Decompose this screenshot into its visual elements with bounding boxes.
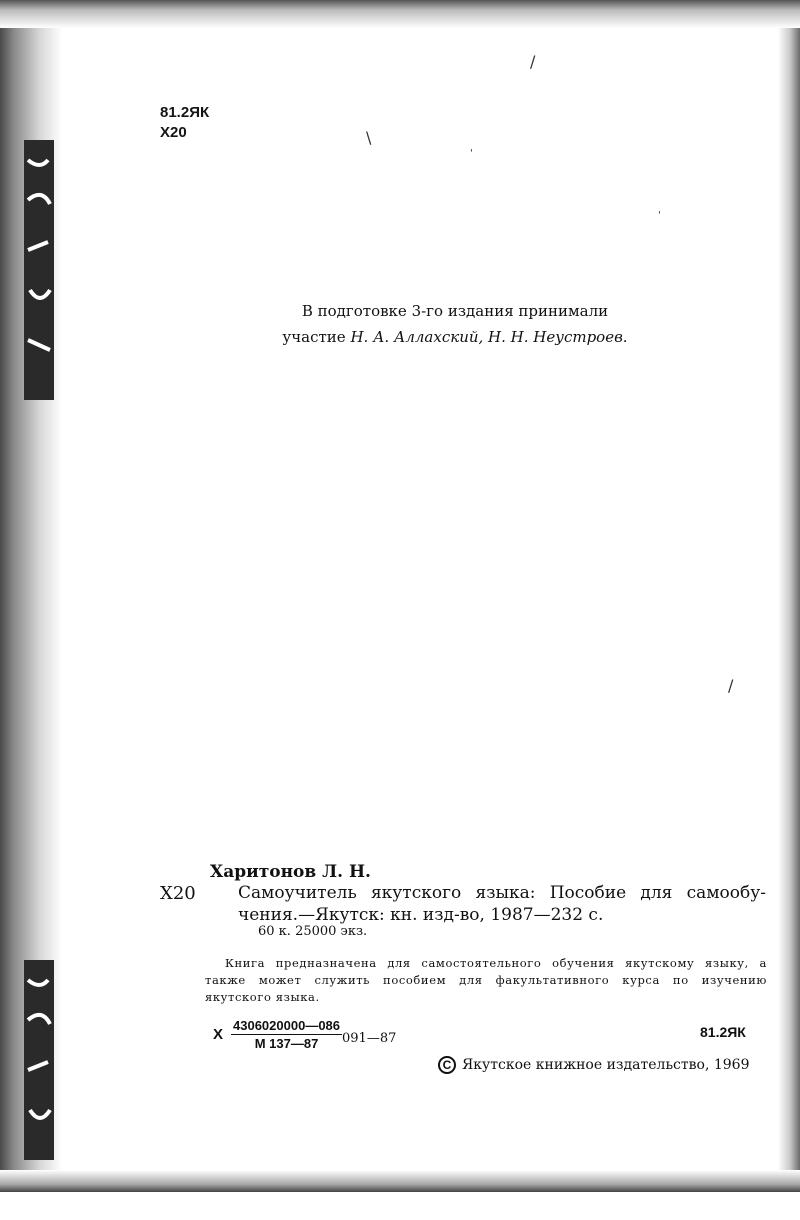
imprint-x: Х xyxy=(213,1026,224,1043)
scan-speck: / xyxy=(530,52,536,71)
imprint-class-code: 81.2ЯК xyxy=(700,1024,746,1040)
scan-speck: / xyxy=(728,676,734,695)
contributors-names: Н. А. Аллахский, Н. Н. Неустроев. xyxy=(350,328,628,346)
catalog-annotation: Книга предназначена для самостоятельного обучения якутскому языку, а также может служить пособием для факультативного курса по изучению якутского языка. xyxy=(205,956,767,1004)
catalog-price-run: 60 к. 25000 экз. xyxy=(258,924,368,939)
contributors-line2 xyxy=(250,324,660,350)
scan-speck: ' xyxy=(470,148,473,159)
catalog-author: Харитонов Л. Н. xyxy=(210,862,371,882)
copyright-line xyxy=(438,1056,750,1074)
scan-speck: \ xyxy=(366,128,372,147)
imprint-index xyxy=(213,1018,396,1051)
classification-block xyxy=(160,103,209,143)
catalog-author-mark: Х20 xyxy=(160,883,196,904)
catalog-title-line1: Самоучитель якутского языка: Пособие для самообу- xyxy=(238,883,766,903)
contributors-note xyxy=(250,298,660,350)
catalog-title xyxy=(238,882,766,926)
imprint-numerator: 4306020000—086 xyxy=(233,1018,341,1033)
copyright-icon: C xyxy=(438,1056,456,1074)
imprint-fraction xyxy=(231,1018,342,1051)
contributors-line1: В подготовке 3-го издания принимали xyxy=(301,302,609,320)
author-mark: Х20 xyxy=(160,124,187,141)
imprint-suffix: 091—87 xyxy=(342,1031,397,1046)
copyright-text: Якутское книжное издательство, 1969 xyxy=(462,1057,750,1073)
contributors-prefix: участие xyxy=(282,328,346,346)
classification-code: 81.2ЯК xyxy=(160,104,210,121)
scan-speck: ' xyxy=(658,210,661,221)
catalog-title-line2: чения.—Якутск: кн. изд-во, 1987—232 с. xyxy=(238,905,604,925)
imprint-denominator: М 137—87 xyxy=(254,1036,319,1051)
